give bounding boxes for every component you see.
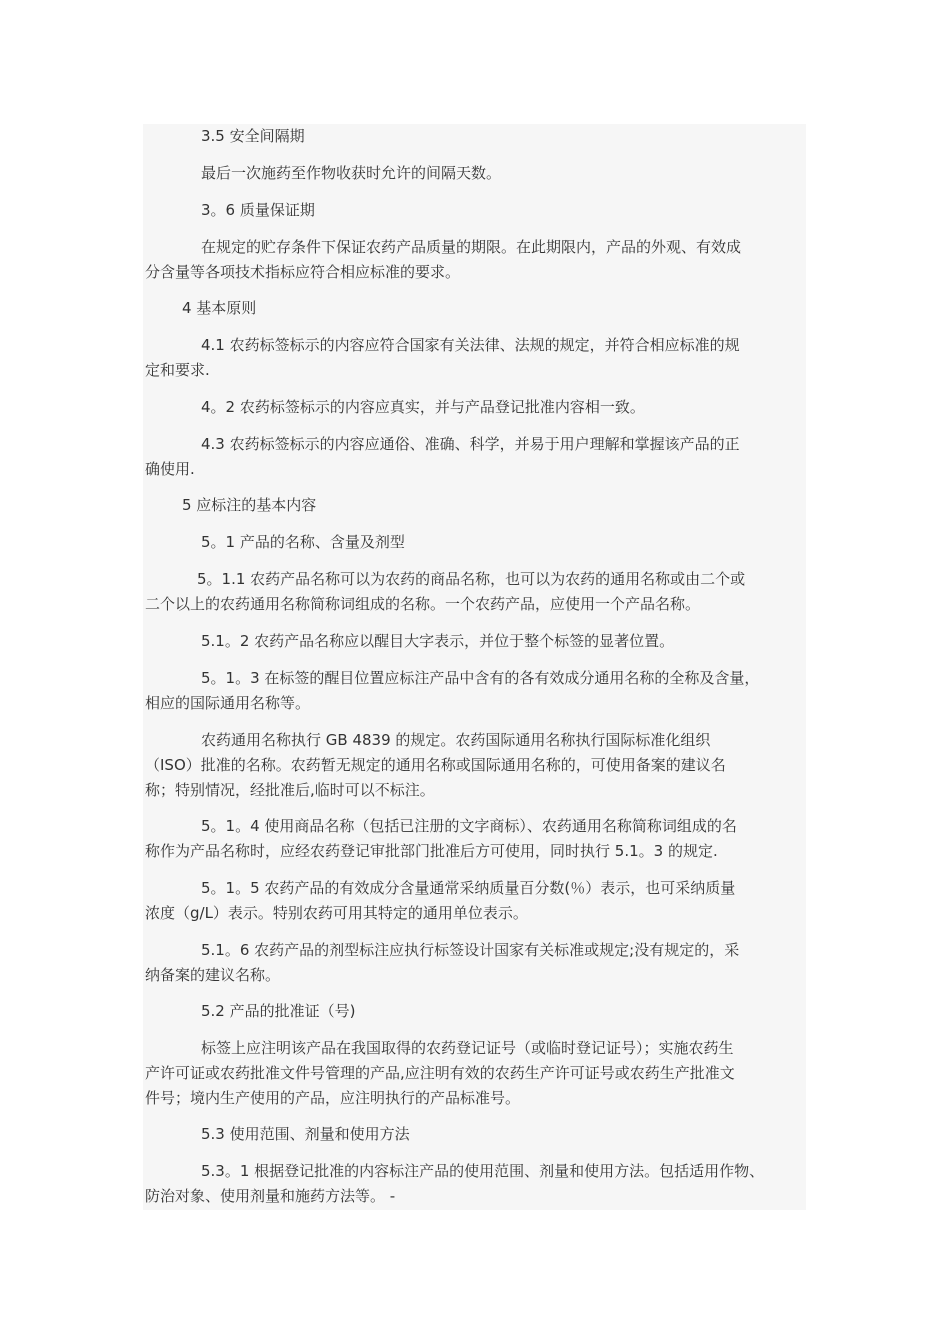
paragraph	[145, 666, 813, 716]
text-line: 件号；境内生产使用的产品，应注明执行的产品标准号。	[145, 1089, 521, 1107]
text-line: 5.2 产品的批准证（号)	[201, 1002, 356, 1020]
text-line: 农药通用名称执行 GB 4839 的规定。农药国际通用名称执行国际标准化组织	[201, 731, 711, 749]
text-line: 4 基本原则	[182, 299, 257, 317]
text-line: 二个以上的农药通用名称简称词组成的名称。一个农药产品，应使用一个产品名称。	[145, 595, 701, 613]
paragraph	[145, 493, 813, 518]
paragraph	[145, 567, 813, 617]
paragraph	[145, 1122, 813, 1147]
text-line: 最后一次施药至作物收获时允许的间隔天数。	[201, 164, 502, 182]
text-line: 防治对象、使用剂量和施药方法等。 -	[145, 1187, 396, 1205]
text-line: （ISO）批准的名称。农药暂无规定的通用名称或国际通用名称的，可使用备案的建议名	[145, 756, 726, 774]
text-line: 3.5 安全间隔期	[201, 127, 305, 145]
text-line: 5。1。5 农药产品的有效成分含量通常采纳质量百分数(％）表示，也可采纳质量	[201, 879, 736, 897]
text-line: 4.1 农药标签标示的内容应符合国家有关法律、法规的规定，并符合相应标准的规	[201, 336, 740, 354]
paragraph	[145, 296, 813, 321]
paragraph	[145, 198, 813, 223]
paragraph	[145, 629, 813, 654]
text-line: 5。1.1 农药产品名称可以为农药的商品名称，也可以为农药的通用名称或由二个或	[197, 570, 746, 588]
text-line: 5.1。2 农药产品名称应以醒目大字表示，并位于整个标签的显著位置。	[201, 632, 675, 650]
text-line: 5.1。6 农药产品的剂型标注应执行标签设计国家有关标准或规定;没有规定的，采	[201, 941, 740, 959]
text-line: 4.3 农药标签标示的内容应通俗、准确、科学，并易于用户理解和掌握该产品的正	[201, 435, 740, 453]
text-line: 5。1。3 在标签的醒目位置应标注产品中含有的各有效成分通用名称的全称及含量，	[201, 669, 760, 687]
text-line: 称作为产品名称时，应经农药登记审批部门批准后方可使用，同时执行 5.1。3 的规定.	[145, 842, 718, 860]
text-line: 分含量等各项技术指标应符合相应标准的要求。	[145, 263, 461, 281]
paragraph	[145, 432, 813, 482]
text-line: 浓度（g/L）表示。特别农药可用其特定的通用单位表示。	[145, 904, 528, 922]
paragraph	[145, 728, 813, 803]
paragraph	[145, 395, 813, 420]
text-line: 5.3 使用范围、剂量和使用方法	[201, 1125, 410, 1143]
text-line: 产许可证或农药批准文件号管理的产品,应注明有效的农药生产许可证号或农药生产批准文	[145, 1064, 735, 1082]
text-line: 定和要求.	[145, 361, 210, 379]
text-line: 5 应标注的基本内容	[182, 496, 317, 514]
paragraph	[145, 1159, 813, 1209]
paragraph	[145, 876, 813, 926]
paragraph	[145, 530, 813, 555]
text-line: 5。1 产品的名称、含量及剂型	[201, 533, 405, 551]
text-line: 4。2 农药标签标示的内容应真实，并与产品登记批准内容相一致。	[201, 398, 645, 416]
paragraph	[145, 235, 813, 285]
paragraph	[145, 161, 813, 186]
paragraph	[145, 938, 813, 988]
paragraph	[145, 124, 813, 149]
text-line: 5。1。4 使用商品名称（包括已注册的文字商标）、农药通用名称简称词组成的名	[201, 817, 737, 835]
paragraph	[145, 1036, 813, 1111]
text-line: 纳备案的建议名称。	[145, 966, 281, 984]
paragraph	[145, 999, 813, 1024]
text-line: 称；特别情况，经批准后,临时可以不标注。	[145, 781, 435, 799]
text-line: 5.3。1 根据登记批准的内容标注产品的使用范围、剂量和使用方法。包括适用作物、	[201, 1162, 765, 1180]
text-line: 标签上应注明该产品在我国取得的农药登记证号（或临时登记证号）；实施农药生	[201, 1039, 734, 1057]
paragraph	[145, 814, 813, 864]
text-line: 3。6 质量保证期	[201, 201, 315, 219]
text-line: 在规定的贮存条件下保证农药产品质量的期限。在此期限内，产品的外观、有效成	[201, 238, 742, 256]
text-line: 相应的国际通用名称等。	[145, 694, 311, 712]
paragraph	[145, 333, 813, 383]
text-line: 确使用.	[145, 460, 195, 478]
